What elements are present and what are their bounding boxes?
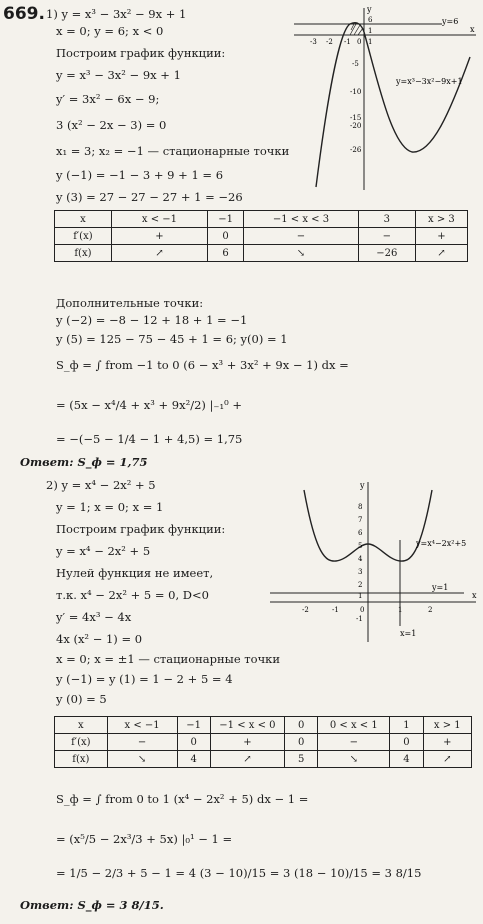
y-tick: -26 [350, 146, 362, 154]
table-cell: ↗ [415, 245, 467, 262]
part2-line: y = 1; x = 0; x = 1 [56, 500, 164, 514]
x-tick: -1 [332, 606, 339, 614]
part1-line: Построим график функции: [56, 46, 226, 60]
table-cell: x > 3 [415, 211, 467, 228]
part2-line: 4x (x² − 1) = 0 [56, 632, 143, 646]
part1-extra-line: y (5) = 125 − 75 − 45 + 1 = 6; y(0) = 1 [56, 332, 288, 346]
table-cell: + [210, 734, 284, 751]
part1-line: x = 0; y = 6; x < 0 [56, 24, 164, 38]
part2-line: y′ = 4x³ − 4x [56, 610, 132, 624]
part2-line: т.к. x⁴ − 2x² + 5 = 0, D<0 [56, 588, 209, 602]
y-tick: 3 [358, 568, 363, 576]
hatch [358, 28, 363, 35]
table-cell: ↘ [244, 245, 359, 262]
part2-line: y (0) = 5 [56, 692, 107, 706]
table-cell: −26 [358, 245, 415, 262]
part2-line: Построим график функции: [56, 522, 226, 536]
table-cell: −1 < x < 3 [244, 211, 359, 228]
table-cell: 0 [284, 734, 317, 751]
table-cell: 1 [390, 717, 423, 734]
table-row [55, 734, 472, 751]
part1-line: 3 (x² − 2x − 3) = 0 [56, 118, 167, 132]
axis-x-label: x [472, 591, 477, 600]
part2-line: y (−1) = y (1) = 1 − 2 + 5 = 4 [56, 672, 233, 686]
part2-integral-line: S_ф = ∫ from 0 to 1 (x⁴ − 2x² + 5) dx − 1 = [56, 792, 309, 806]
table-cell: ↗ [111, 245, 207, 262]
x-tick: -3 [310, 38, 317, 46]
problem-number: 669. [3, 4, 45, 24]
part1-extra-line: Дополнительные точки: [56, 296, 204, 310]
y-tick: 6 [368, 16, 373, 24]
table-cell: 3 [358, 211, 415, 228]
cubic-curve [316, 23, 470, 187]
y-tick: -15 [350, 114, 362, 122]
x-tick: 1 [398, 606, 403, 614]
table-cell: + [423, 734, 471, 751]
table-cell: −1 [208, 211, 244, 228]
axis-y-label: y [360, 481, 365, 490]
part1-line: y (−1) = −1 − 3 + 9 + 1 = 6 [56, 168, 224, 182]
table-cell: −1 [177, 717, 210, 734]
label-x1: x=1 [400, 629, 417, 638]
table-cell: x > 1 [423, 717, 471, 734]
table-cell: 4 [390, 751, 423, 768]
table-cell: 4 [177, 751, 210, 768]
table-cell: ↘ [107, 751, 177, 768]
part2-line: y = x⁴ − 2x² + 5 [56, 544, 151, 558]
part2-table [54, 716, 472, 768]
y-tick: 1 [358, 592, 363, 600]
part1-extra-line: y (−2) = −8 − 12 + 18 + 1 = −1 [56, 313, 248, 327]
table-cell: − [358, 228, 415, 245]
part2-answer: Ответ: S_ф = 3 8/15. [20, 898, 164, 912]
part1-extra-line: = (5x − x⁴/4 + x³ + 9x²/2) |₋₁⁰ + [56, 398, 243, 412]
y-tick: 4 [358, 555, 363, 563]
table-cell: 0 [390, 734, 423, 751]
part2-graph [268, 476, 480, 646]
x-tick: -2 [302, 606, 309, 614]
y-tick: -1 [356, 615, 363, 623]
table-cell: 0 [177, 734, 210, 751]
y-tick: 6 [358, 529, 363, 537]
axis-y-label: y [367, 5, 372, 14]
axis-x-label: x [470, 25, 475, 34]
label-y6: y=6 [442, 17, 459, 26]
part2-line: x = 0; x = ±1 — стационарные точки [56, 652, 281, 666]
table-cell: 0 [208, 228, 244, 245]
table-cell: − [244, 228, 359, 245]
part1-answer: Ответ: S_ф = 1,75 [20, 455, 148, 469]
part2-integral-line: = (x⁵/5 − 2x³/3 + 5x) |₀¹ − 1 = [56, 832, 233, 846]
table-cell: x [55, 211, 112, 228]
y-tick: 5 [358, 542, 363, 550]
part1-line: x₁ = 3; x₂ = −1 — стационарные точки [56, 144, 290, 158]
y-tick: 2 [358, 581, 363, 589]
table-cell: −1 < x < 0 [210, 717, 284, 734]
function-label: y=x⁴−2x²+5 [416, 539, 467, 548]
part1-graph [292, 2, 478, 192]
part1-line: y (3) = 27 − 27 − 27 + 1 = −26 [56, 190, 243, 204]
function-label: y=x³−3x²−9x+1 [396, 77, 463, 86]
table-cell: ↗ [210, 751, 284, 768]
part1-extra-line: = −(−5 − 1/4 − 1 + 4,5) = 1,75 [56, 432, 243, 446]
x-tick: 2 [428, 606, 433, 614]
x-tick: -1 [344, 38, 351, 46]
table-cell: x < −1 [111, 211, 207, 228]
table-cell: f′(x) [55, 734, 108, 751]
table-cell: f(x) [55, 245, 112, 262]
table-cell: ↘ [318, 751, 390, 768]
part1-line: y′ = 3x² − 6x − 9; [56, 92, 160, 106]
x-tick: -2 [326, 38, 333, 46]
part1-line: 1) y = x³ − 3x² − 9x + 1 [46, 7, 187, 21]
table-cell: ↗ [423, 751, 471, 768]
part2-line: 2) y = x⁴ − 2x² + 5 [46, 478, 156, 492]
table-cell: 0 [284, 717, 317, 734]
table-row [55, 717, 472, 734]
table-row [55, 228, 468, 245]
x-tick: 0 [357, 38, 362, 46]
part1-table [54, 210, 468, 262]
part1-line: y = x³ − 3x² − 9x + 1 [56, 68, 181, 82]
part2-integral-line: = 1/5 − 2/3 + 5 − 1 = 4 (3 − 10)/15 = 3 (18 − 10)/15 = 3 8/15 [56, 866, 422, 880]
table-cell: − [107, 734, 177, 751]
y-tick: 1 [368, 27, 373, 35]
y-tick: -10 [350, 88, 362, 96]
table-cell: 6 [208, 245, 244, 262]
table-cell: + [111, 228, 207, 245]
table-cell: − [318, 734, 390, 751]
table-row [55, 245, 468, 262]
x-tick: 0 [360, 606, 365, 614]
table-cell: 0 < x < 1 [318, 717, 390, 734]
table-row [55, 211, 468, 228]
table-cell: 5 [284, 751, 317, 768]
table-cell: f(x) [55, 751, 108, 768]
table-cell: f′(x) [55, 228, 112, 245]
x-tick: 1 [368, 38, 373, 46]
part2-line: Нулей функция не имеет, [56, 566, 214, 580]
table-cell: x [55, 717, 108, 734]
part1-extra-line: S_ф = ∫ from −1 to 0 (6 − x³ + 3x² + 9x − 1) dx = [56, 358, 349, 372]
y-tick: 7 [358, 516, 363, 524]
y-tick: -20 [350, 122, 362, 130]
y-tick: 8 [358, 503, 363, 511]
table-cell: + [415, 228, 467, 245]
table-cell: x < −1 [107, 717, 177, 734]
y-tick: -5 [352, 60, 359, 68]
label-y1: y=1 [432, 583, 449, 592]
table-row [55, 751, 472, 768]
